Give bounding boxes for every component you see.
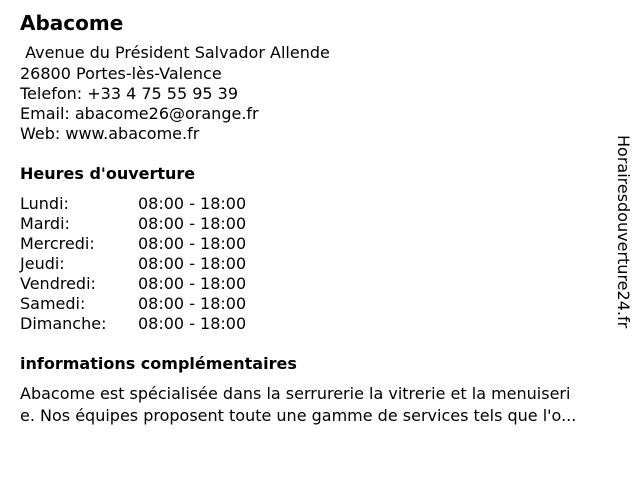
hours-row-friday xyxy=(20,274,280,294)
hours-time-value: 08:00 - 18:00 xyxy=(138,194,247,213)
hours-row-saturday xyxy=(20,294,280,314)
hours-time-value: 08:00 - 18:00 xyxy=(138,254,247,273)
business-name: Abacome xyxy=(20,11,124,35)
hours-day-label: Samedi: xyxy=(20,294,86,313)
hours-row-tuesday xyxy=(20,214,280,234)
address-city: 26800 Portes-lès-Valence xyxy=(20,64,222,83)
hours-time-value: 08:00 - 18:00 xyxy=(138,314,247,333)
hours-row-monday xyxy=(20,194,280,214)
hours-day-label: Jeudi: xyxy=(20,254,65,273)
web-line: Web: www.abacome.fr xyxy=(20,124,200,143)
hours-row-thursday xyxy=(20,254,280,274)
hours-row-wednesday xyxy=(20,234,280,254)
hours-day-label: Lundi: xyxy=(20,194,69,213)
address-street: Avenue du Président Salvador Allende xyxy=(20,43,330,62)
hours-day-label: Dimanche: xyxy=(20,314,107,333)
hours-day-label: Mercredi: xyxy=(20,234,95,253)
hours-time-value: 08:00 - 18:00 xyxy=(138,274,247,293)
hours-time-value: 08:00 - 18:00 xyxy=(138,294,247,313)
phone-line: Telefon: +33 4 75 55 95 39 xyxy=(20,84,239,103)
email-line: Email: abacome26@orange.fr xyxy=(20,104,259,123)
hours-day-label: Vendredi: xyxy=(20,274,96,293)
info-description-line: Abacome est spécialisée dans la serrurerie la vitrerie et la menuiseri xyxy=(20,384,571,403)
info-heading: informations complémentaires xyxy=(20,354,297,373)
hours-row-sunday xyxy=(20,314,280,334)
hours-day-label: Mardi: xyxy=(20,214,70,233)
info-description-line: e. Nos équipes proposent toute une gamme de services tels que l'o... xyxy=(20,406,577,425)
hours-time-value: 08:00 - 18:00 xyxy=(138,214,247,233)
site-watermark: Horairesdouverture24.fr xyxy=(614,135,633,329)
hours-heading: Heures d'ouverture xyxy=(20,164,196,183)
hours-time-value: 08:00 - 18:00 xyxy=(138,234,247,253)
